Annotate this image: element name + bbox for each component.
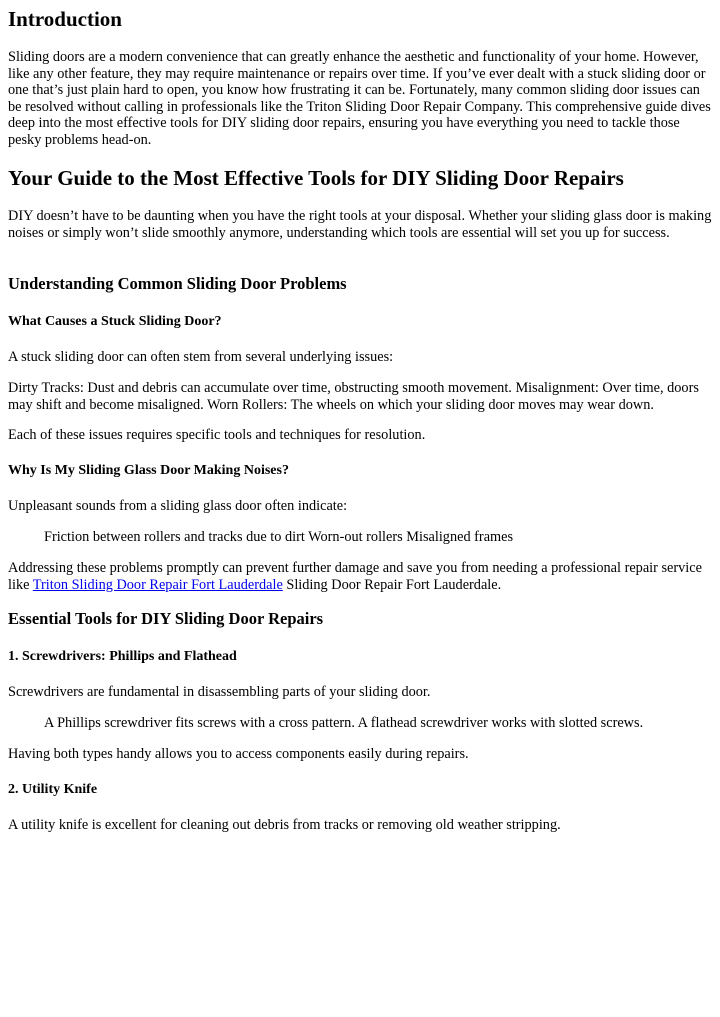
stuck-door-intro: A stuck sliding door can often stem from several underlying issues: <box>8 349 394 365</box>
noisy-door-heading: Why Is My Sliding Glass Door Making Noises? <box>8 463 289 478</box>
utility-knife-heading: 2. Utility Knife <box>8 782 98 797</box>
screwdrivers-intro: Screwdrivers are fundamental in disassembling parts of your sliding door. <box>8 684 431 700</box>
guide-paragraph: DIY doesn’t have to be daunting when you have the right tools at your disposal. Whether your sliding glass door is making noises or simply won’t slide smoothly anymore, understanding which tools are essential will set you up for success. <box>8 208 712 241</box>
screwdrivers-heading: 1. Screwdrivers: Phillips and Flathead <box>8 649 237 664</box>
introduction-paragraph: Sliding doors are a modern convenience that can greatly enhance the aesthetic and functionality of your home. However, like any other feature, they may require maintenance or repairs over time. If you’ve ever dealt with a stuck sliding door or one that’s just plain hard to open, you know how frustrating it can be. Fortunately, many common sliding door issues can be resolved without calling in professionals like the Triton Sliding Door Repair Company. This comprehensive guide dives deep into the most effective tools for DIY sliding door repairs, ensuring you have everything you need to tackle those pesky problems head-on. <box>8 49 711 148</box>
guide-heading: Your Guide to the Most Effective Tools for DIY Sliding Door Repairs <box>8 166 624 190</box>
common-problems-heading: Understanding Common Sliding Door Problems <box>8 274 347 293</box>
noisy-door-outro-tail: Sliding Door Repair Fort Lauderdale. <box>282 576 502 593</box>
noisy-door-outro-text: Addressing these problems promptly can prevent further damage and save you from needing a professional repair service like <box>8 560 702 593</box>
noisy-door-outro <box>8 560 716 593</box>
essential-tools-heading: Essential Tools for DIY Sliding Door Repairs <box>8 609 324 628</box>
noisy-door-intro: Unpleasant sounds from a sliding glass door often indicate: <box>8 498 348 514</box>
screwdrivers-outro: Having both types handy allows you to access components easily during repairs. <box>8 746 469 762</box>
utility-knife-paragraph: A utility knife is excellent for cleaning out debris from tracks or removing old weather stripping. <box>8 817 561 833</box>
stuck-door-heading: What Causes a Stuck Sliding Door? <box>8 314 222 329</box>
screwdrivers-types: A Phillips screwdriver fits screws with a cross pattern. A flathead screwdriver works with slotted screws. <box>44 715 644 731</box>
introduction-heading: Introduction <box>8 7 122 31</box>
stuck-door-causes: Dirty Tracks: Dust and debris can accumulate over time, obstructing smooth movement. Misalignment: Over time, doors may shift and become misaligned. Worn Rollers: The wheels on which your sliding door moves may wear down. <box>8 380 699 413</box>
triton-repair-link[interactable]: Triton Sliding Door Repair Fort Lauderdale <box>32 576 283 593</box>
noisy-door-causes: Friction between rollers and tracks due to dirt Worn-out rollers Misaligned frames <box>44 529 514 545</box>
stuck-door-outro: Each of these issues requires specific tools and techniques for resolution. <box>8 427 426 443</box>
